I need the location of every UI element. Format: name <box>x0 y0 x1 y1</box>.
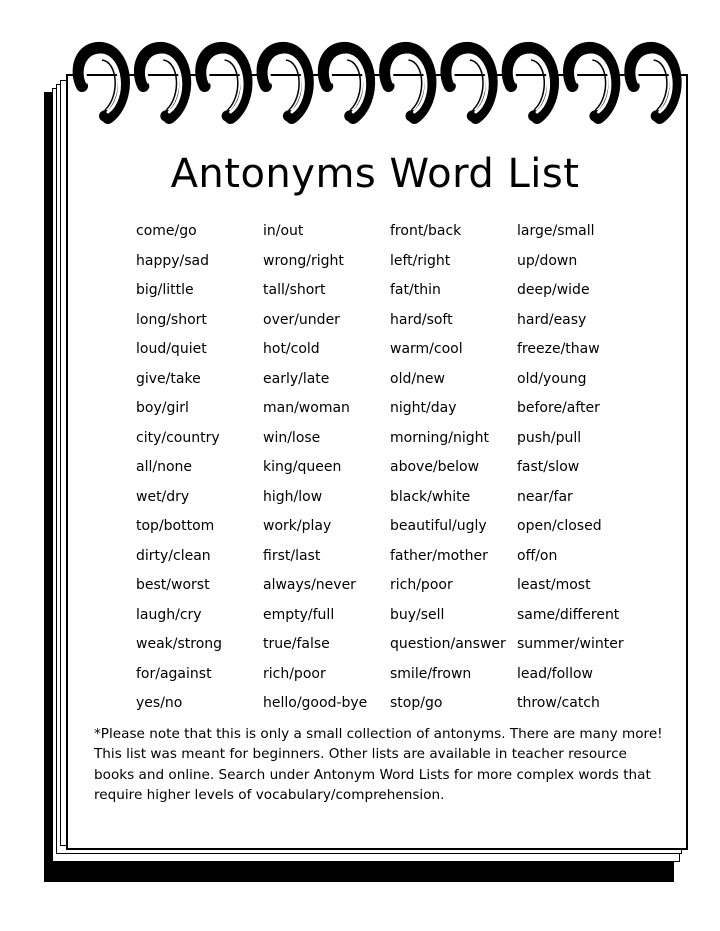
spiral-ring-icon <box>446 48 491 122</box>
antonym-pair: fast/slow <box>517 459 580 475</box>
antonym-pair: top/bottom <box>136 518 215 534</box>
antonym-pair: warm/cool <box>390 341 463 357</box>
antonym-pair: wet/dry <box>136 488 190 505</box>
spiral-ring-icon <box>385 48 430 122</box>
antonym-pair: father/mother <box>390 547 488 564</box>
antonym-pair: weak/strong <box>136 636 223 652</box>
antonym-pair: in/out <box>263 223 304 239</box>
antonym-pair: black/white <box>390 488 471 505</box>
spiral-binding <box>0 0 720 140</box>
antonym-pair: come/go <box>136 223 197 239</box>
antonym-pair: early/late <box>263 370 330 387</box>
antonym-pair: near/far <box>517 488 573 505</box>
spiral-ring-icon <box>140 48 185 122</box>
antonym-pair: work/play <box>263 518 332 534</box>
antonym-pair: above/below <box>390 459 480 475</box>
antonym-pair: old/new <box>390 370 445 387</box>
antonym-column <box>263 221 393 723</box>
antonym-pair: rich/poor <box>263 665 326 682</box>
antonym-column <box>517 221 647 723</box>
antonym-pair: first/last <box>263 547 321 564</box>
antonym-pair: summer/winter <box>517 636 624 652</box>
antonym-pair: wrong/right <box>263 252 344 269</box>
antonym-column <box>390 221 520 723</box>
antonym-pair: hard/soft <box>390 311 453 328</box>
antonym-pair: open/closed <box>517 518 602 534</box>
antonym-pair: win/lose <box>263 429 321 446</box>
antonym-pair: king/queen <box>263 459 342 475</box>
spiral-ring-icon <box>79 48 124 122</box>
antonym-pair: long/short <box>136 311 207 328</box>
antonym-pair: up/down <box>517 252 578 269</box>
antonym-pair: smile/frown <box>390 665 472 682</box>
antonym-pair: fat/thin <box>390 282 441 298</box>
antonym-pair: best/worst <box>136 577 210 593</box>
antonym-pair: all/none <box>136 459 192 475</box>
antonym-pair: rich/poor <box>390 577 453 593</box>
antonym-pair: laugh/cry <box>136 606 202 623</box>
antonym-pair: question/answer <box>390 636 506 652</box>
antonym-pair: buy/sell <box>390 606 445 623</box>
antonym-pair: left/right <box>390 252 451 269</box>
antonym-pair: before/after <box>517 400 600 416</box>
antonym-pair: man/woman <box>263 400 350 416</box>
antonym-pair: over/under <box>263 311 340 328</box>
antonym-pair: hard/easy <box>517 311 587 328</box>
spiral-ring-icon <box>201 48 246 122</box>
antonym-pair: yes/no <box>136 695 183 711</box>
antonym-pair: dirty/clean <box>136 547 211 564</box>
antonym-pair: push/pull <box>517 429 582 446</box>
antonym-pair: tall/short <box>263 282 326 298</box>
spiral-ring-icon <box>324 48 369 122</box>
spiral-ring-icon <box>630 48 675 122</box>
antonym-pair: hot/cold <box>263 341 320 357</box>
antonym-pair: for/against <box>136 665 212 682</box>
spiral-ring-icon <box>508 48 553 122</box>
antonym-pair: city/country <box>136 429 220 446</box>
antonym-pair: empty/full <box>263 606 335 623</box>
spiral-ring-icon <box>263 48 308 122</box>
antonym-pair: front/back <box>390 223 462 239</box>
antonym-pair: boy/girl <box>136 400 189 416</box>
antonym-pair: true/false <box>263 636 330 652</box>
page-title: Antonyms Word List <box>170 151 580 197</box>
antonym-pair: give/take <box>136 370 201 387</box>
footnote: *Please note that this is only a small collection of antonyms. There are many more! This list was meant for beginners. Other lists are available in teacher resource books and online. Search under Antonym Word Lists for more complex words that require higher levels of vocabulary/comprehension. <box>94 726 663 804</box>
spiral-ring-icon <box>569 48 614 122</box>
antonym-pair: beautiful/ugly <box>390 518 487 534</box>
antonym-pair: hello/good-bye <box>263 695 368 711</box>
antonym-pair: off/on <box>517 547 558 564</box>
antonym-pair: big/little <box>136 282 194 298</box>
antonym-pair: always/never <box>263 577 356 593</box>
antonym-pair: morning/night <box>390 429 489 446</box>
antonym-pair: lead/follow <box>517 665 593 682</box>
antonym-pair: happy/sad <box>136 252 209 269</box>
antonym-pair: freeze/thaw <box>517 341 600 357</box>
antonym-pair: stop/go <box>390 695 443 711</box>
antonym-column <box>136 221 266 723</box>
antonym-pair: throw/catch <box>517 695 600 711</box>
antonym-pair: high/low <box>263 488 323 505</box>
antonym-pair: night/day <box>390 400 457 416</box>
antonym-pair: least/most <box>517 577 591 593</box>
antonym-pair: old/young <box>517 370 587 387</box>
antonym-pair: same/different <box>517 606 620 623</box>
antonym-pair: loud/quiet <box>136 341 207 357</box>
antonym-pair: large/small <box>517 223 595 239</box>
antonym-pair: deep/wide <box>517 282 590 298</box>
